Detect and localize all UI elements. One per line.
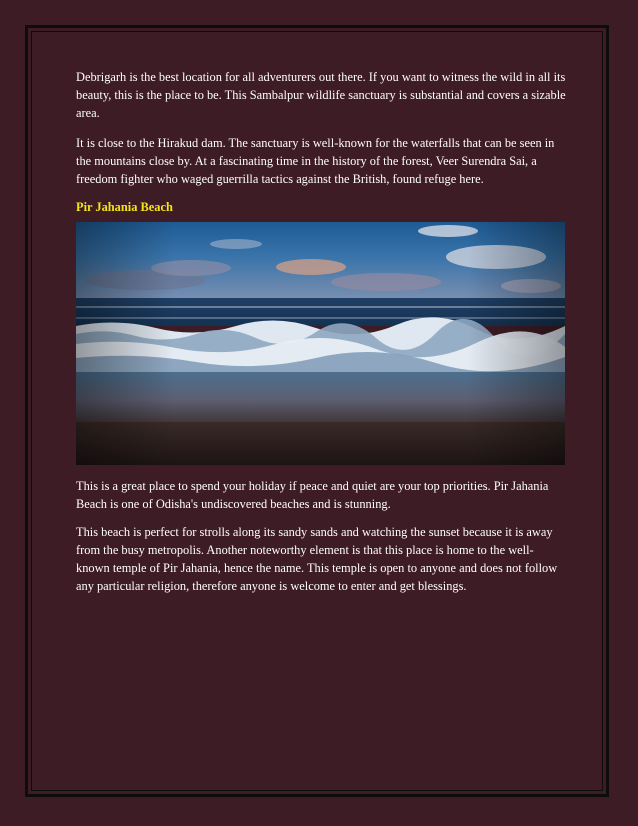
paragraph-debrigarh-intro: Debrigarh is the best location for all adventurers out there. If you want to witness the wild in all its beauty, this is the place to be. This Sambalpur wildlife sanctuary is substantial and covers a sizable area. [76,70,566,120]
section-heading: Pir Jahania Beach [76,200,173,214]
beach-photo [76,222,565,465]
text-block-top [76,68,566,216]
text-block-bottom [76,477,566,595]
paragraph-beach-intro: This is a great place to spend your holiday if peace and quiet are your top priorities. Pir Jahania Beach is one of Odisha's undiscovered beaches and is stunning. [76,479,549,511]
paragraph-debrigarh-history: It is close to the Hirakud dam. The sanctuary is well-known for the waterfalls that can be seen in the mountains close by. At a fascinating time in the history of the forest, Veer Surendra Sai, a freedom fighter who waged guerrilla tactics against the British, found refuge here. [76,136,555,186]
paragraph-beach-details: This beach is perfect for strolls along its sandy sands and watching the sunset because it is away from the busy metropolis. Another noteworthy element is that this place is home to the well-known temple of Pir Jahania, hence the name. This temple is open to anyone and does not follow any particular religion, therefore anyone is welcome to enter and get blessings. [76,525,558,593]
